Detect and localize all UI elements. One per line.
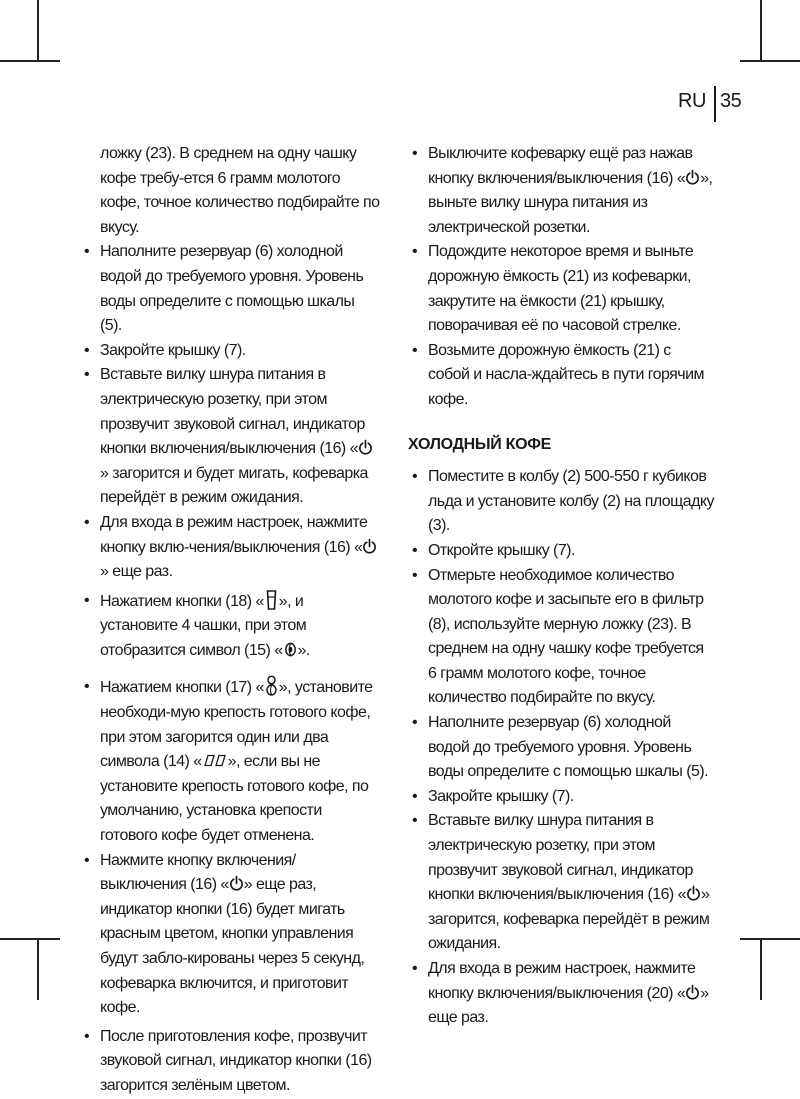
item-text: Наполните резервуар (6) холодной водой до требуемого уровня. Уровень воды определите с помощью шкалы (5). — [428, 714, 709, 781]
list-item — [80, 363, 380, 511]
list-item — [408, 809, 714, 957]
item-text: » загорится, кофеварка перейдёт в режим ожидания. — [428, 886, 710, 953]
bullet: • — [84, 851, 90, 869]
bullet: • — [84, 243, 90, 261]
list-item — [80, 1025, 380, 1099]
bullet: • — [84, 678, 90, 696]
list-item — [80, 511, 380, 585]
list-item — [408, 957, 714, 1031]
power-icon — [685, 169, 700, 186]
strength-icon — [264, 675, 279, 697]
list-item — [408, 564, 714, 712]
item-text: Выключите кофеварку ещё раз нажав кнопку включения/выключения (16) « — [428, 145, 693, 187]
crop-mark-top-right — [760, 0, 762, 60]
section-heading: ХОЛОДНЫЙ КОФЕ — [408, 435, 551, 453]
item-text: » еще раз. — [100, 563, 173, 581]
bullet: • — [84, 1027, 90, 1045]
item-text: », если вы не установите крепость готового кофе, по умолчанию, установка крепости готового кофе будет отменена. — [100, 753, 369, 845]
list-item — [408, 711, 714, 785]
crop-mark-bottom-left-h — [0, 938, 60, 940]
crop-mark-bottom-right — [760, 940, 762, 1000]
crop-mark-top-left-h — [0, 60, 60, 62]
bullet: • — [84, 341, 90, 359]
item-text: Закройте крышку (7). — [100, 341, 246, 359]
list-item — [408, 240, 714, 338]
power-icon — [358, 439, 373, 456]
right-column — [408, 142, 714, 1031]
item-text: Нажатием кнопки (18) « — [100, 592, 264, 610]
item-text: Нажатием кнопки (17) « — [100, 679, 264, 697]
page-number: 35 — [720, 90, 742, 112]
item-text: » загорится и будет мигать, кофеварка перейдёт в режим ожидания. — [100, 464, 368, 507]
item-text: », и установите 4 чашки, при этом отобразится символ (15) « — [100, 592, 307, 659]
bullet: • — [412, 468, 418, 486]
item-text: Для входа в режим настроек, нажмите кнопку включения/выключения (20) « — [428, 960, 696, 1002]
item-text: Поместите в колбу (2) 500-550 г кубиков льда и установите колбу (2) на площадку (3). — [428, 468, 714, 535]
list-item — [80, 849, 380, 1021]
list-item — [408, 785, 714, 810]
item-text: Подождите некоторое время и выньте дорожную ёмкость (21) из кофеварки, закрутите на ёмкости (21) крышку, поворачивая её по часовой стрелке. — [428, 243, 694, 335]
bullet: • — [84, 366, 90, 384]
power-icon — [362, 538, 377, 555]
list-item — [408, 465, 714, 539]
list-item — [80, 589, 380, 664]
coffee-beans-icon — [283, 641, 298, 658]
crop-mark-top-left — [37, 0, 39, 60]
list-item — [80, 675, 380, 848]
item-text: ». — [297, 641, 310, 659]
bullet: • — [412, 787, 418, 805]
item-text: Нажмите кнопку включения/выключения (16) « — [100, 851, 296, 894]
item-text: » еще раз, индикатор кнопки (16) будет мигать красным цветом, кнопки управления будут забло-кированы через 5 секунд, кофеварка включится, и приготовит кофе. — [100, 876, 365, 1017]
list-item — [80, 240, 380, 338]
cup-icon — [264, 589, 279, 611]
list-item — [408, 142, 714, 240]
bullet: • — [412, 145, 418, 162]
power-icon — [686, 885, 701, 902]
item-text: Отмерьте необходимое количество молотого кофе и засыпьте его в фильтр (8), используйте мерную ложку (23). В среднем на одну чашку кофе требуется 6 грамм молотого кофе, точное количество подбирайте по вкусу. — [428, 566, 704, 707]
bullet: • — [84, 513, 90, 531]
item-text: Вставьте вилку шнура питания в электрическую розетку, при этом прозвучит звуковой сигнал, индикатор кнопки включения/выключения (16) « — [428, 812, 693, 904]
item-text: », установите необходи-мую крепость готового кофе, при этом загорится один или два символа (14) « — [100, 679, 373, 771]
item-text: Закройте крышку (7). — [428, 787, 574, 805]
bullet: • — [412, 566, 418, 584]
crop-mark-bottom-left — [37, 940, 39, 1000]
power-icon — [229, 875, 244, 892]
item-text: Вставьте вилку шнура питания в электрическую розетку, при этом прозвучит звуковой сигнал, индикатор кнопки включения/выключения (16) « — [100, 366, 365, 458]
bullet: • — [412, 341, 418, 359]
crop-mark-top-right-h — [740, 60, 800, 62]
crop-mark-bottom-right-h — [740, 938, 800, 940]
strength-icon — [202, 752, 228, 769]
bullet: • — [412, 541, 418, 559]
item-text: », выньте вилку шнура питания из электрической розетки. — [428, 169, 713, 236]
list-item — [80, 339, 380, 364]
item-text: » еще раз. — [428, 984, 709, 1027]
bullet: • — [412, 714, 418, 732]
language-code: RU — [678, 90, 706, 112]
bullet: • — [412, 243, 418, 261]
list-item — [408, 539, 714, 564]
item-text: Наполните резервуар (6) холодной водой до требуемого уровня. Уровень воды определите с помощью шкалы (5). — [100, 243, 364, 335]
page-header — [640, 88, 760, 124]
bullet: • — [412, 960, 418, 977]
item-text: Для входа в режим настроек, нажмите кнопку вклю-чения/выключения (16) « — [100, 513, 368, 556]
list-item — [408, 339, 714, 413]
item-text: После приготовления кофе, прозвучит звуковой сигнал, индикатор кнопки (16) загорится зелёным цветом. — [100, 1027, 372, 1094]
item-text: Откройте крышку (7). — [428, 541, 575, 559]
bullet: • — [412, 812, 418, 830]
continuation-paragraph: ложку (23). В среднем на одну чашку кофе требу-ется 6 грамм молотого кофе, точное количество подбирайте по вкусу. — [100, 145, 380, 236]
bullet: • — [84, 591, 90, 609]
item-text: Возьмите дорожную ёмкость (21) с собой и насла-ждайтесь в пути горячим кофе. — [428, 341, 704, 408]
power-icon — [685, 984, 700, 1001]
header-separator — [714, 86, 716, 122]
left-column — [80, 142, 380, 1099]
